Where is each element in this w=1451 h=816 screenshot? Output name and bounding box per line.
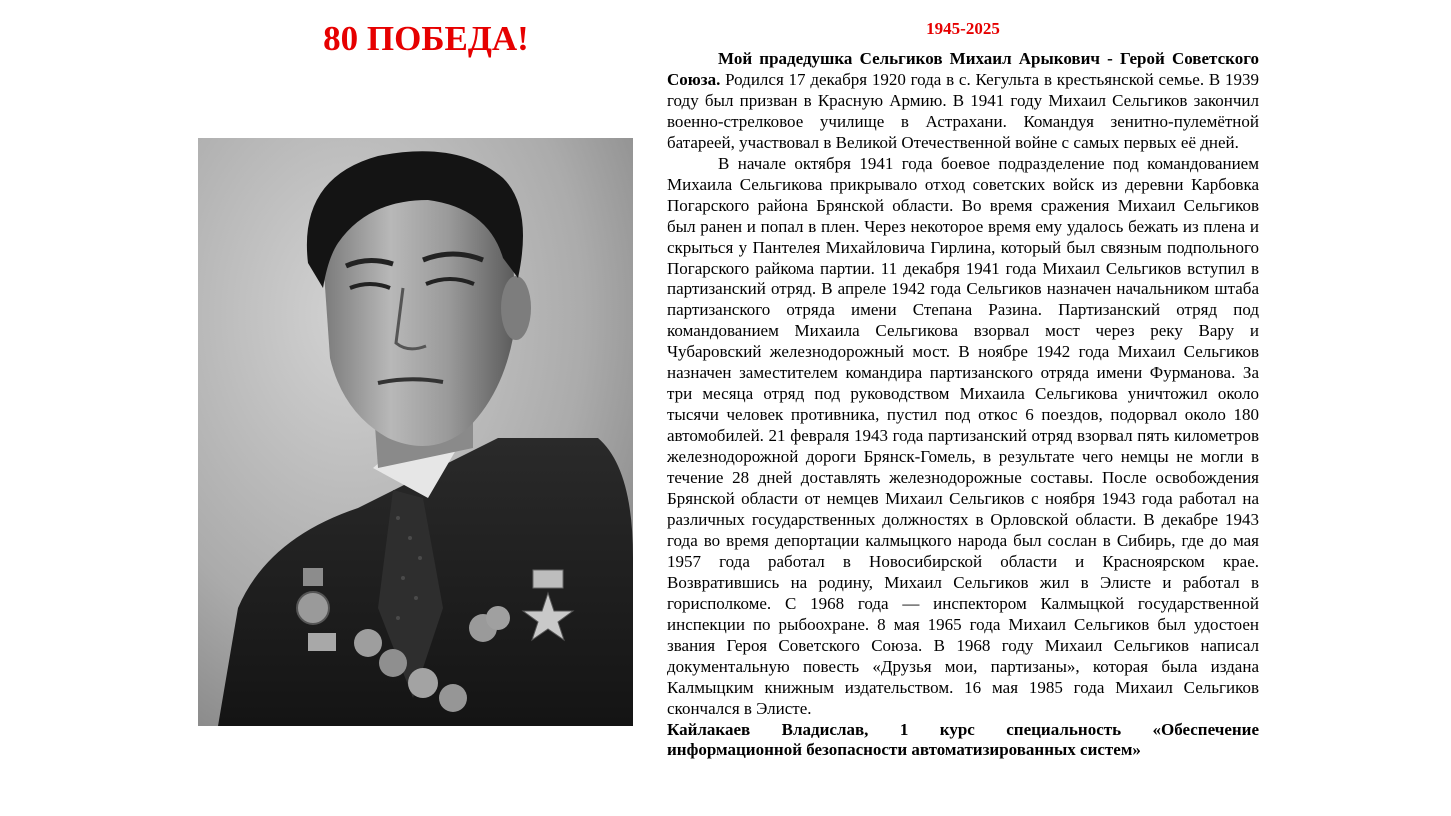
article-intro-paragraph — [667, 49, 1259, 154]
article-text — [667, 49, 1259, 761]
author-signature: Кайлакаев Владислав, 1 курс специальность «Обеспечение информационной безопасности автоматизированных систем» — [667, 719, 1259, 760]
intro-bold-text: Мой прадедушка Сельгиков Михаил Арыкович - Герой Советского Союза. — [667, 49, 1259, 89]
intro-text: Родился 17 декабря 1920 года в с. Кегульта в крестьянской семье. В 1939 году был призван в Красную Армию. В 1941 году Михаил Сельгиков закончил военно-стрелковое училище в Астрахани. Командуя зенитно-пулемётной батареей, участвовал в Великой Отечественной войне с самых первых её дней. — [667, 69, 1259, 152]
article-body-paragraph: В начале октября 1941 года боевое подразделение под командованием Михаила Сельгикова прикрывало отход советских войск из деревни Карбовка Погарского района Брянской области. Во время сражения Михаил Сельгиков был ранен и попал в плен. Через некоторое время ему удалось бежать из плена и скрыться у Пантелея Михайловича Гирлина, который был связным подпольного Погарского райкома партии. 11 декабря 1941 года Михаил Сельгиков вступил в партизанский отряд. В апреле 1942 года Сельгиков назначен начальником штаба партизанского отряда имени Степана Разина. Партизанский отряд под командованием Михаила Сельгикова взорвал мост через реку Вару и Чубаровский железнодорожный мост. В ноябре 1942 года Михаил Сельгиков назначен заместителем командира партизанского отряда имени Фурманова. За три месяца отряд под руководством Михаила Сельгикова уничтожил около тысячи человек противника, пустил под откос 6 поездов, подорвал около 180 автомобилей. 21 февраля 1943 года партизанский отряд взорвал пять километров железнодорожной дороги Брянск-Гомель, в результате чего немцы не могли в течение 28 дней доставлять железнодорожные составы. После освобождения Брянской области от немцев Михаил Сельгиков с ноября 1943 года работал на различных государственных должностях в Орловской области. В декабре 1943 года во время депортации калмыцкого народа был сослан в Сибирь, где до мая 1957 года работал в Новосибирской области и Красноярском крае. Возвратившись на родину, Михаил Сельгиков жил в Элисте и работал в горисполкоме. С 1968 года — инспектором Калмыцкой государственной инспекции по рыбоохране. 8 мая 1965 года Михаил Сельгиков был удостоен звания Героя Советского Союза. В 1968 году Михаил Сельгиков написал документальную повесть «Друзья мои, партизаны», которая была издана Калмыцким книжным издательством. 16 мая 1985 года Михаил Сельгиков скончался в Элисте. — [667, 153, 1259, 718]
portrait-photo — [198, 138, 633, 726]
years-heading: 1945-2025 — [926, 19, 1000, 38]
page-title: 80 ПОБЕДА! — [323, 19, 529, 58]
